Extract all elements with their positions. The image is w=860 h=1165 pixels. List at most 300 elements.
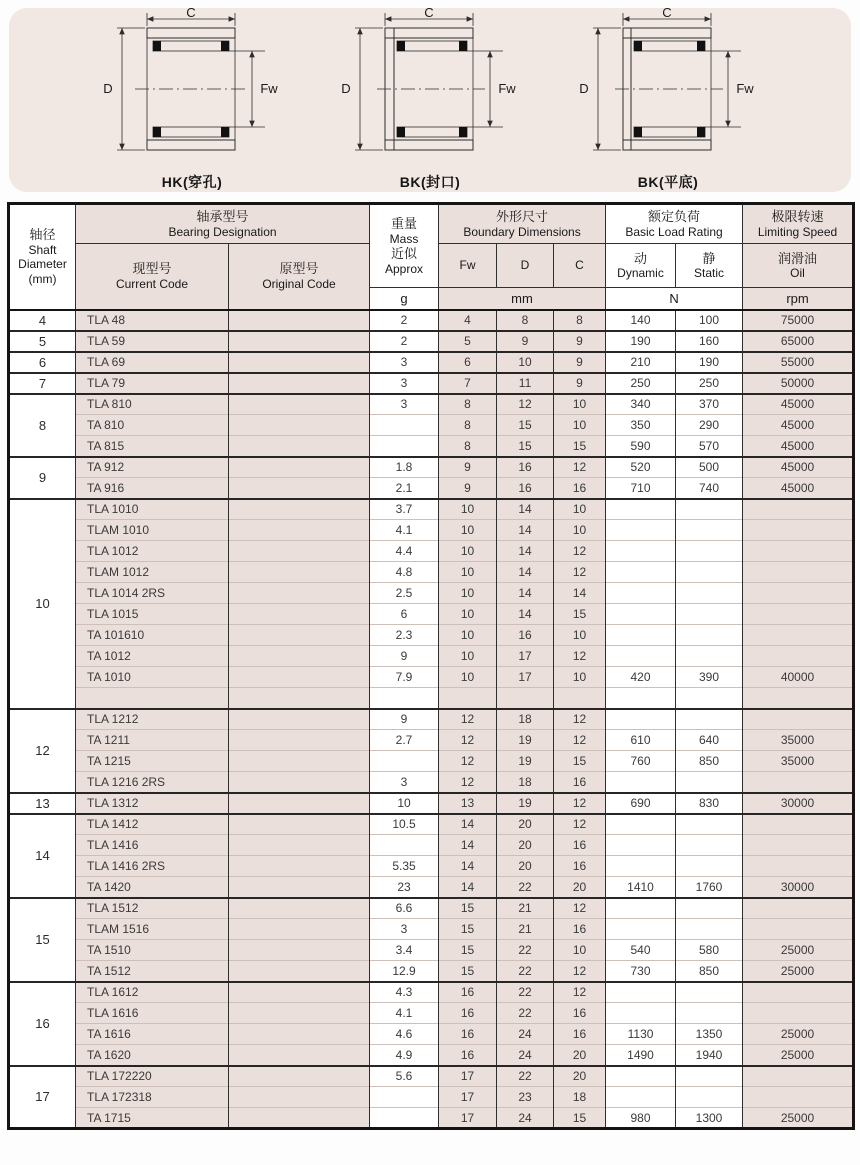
cell-code: TLA 48 <box>76 310 229 331</box>
cell-orig <box>229 604 370 625</box>
cell-speed: 25000 <box>743 1045 854 1066</box>
table-row <box>9 436 854 457</box>
cell-fw: 6 <box>439 352 497 373</box>
header-unit-mm: mm <box>439 288 606 310</box>
cell-code: TA 810 <box>76 415 229 436</box>
cell-fw: 10 <box>439 520 497 541</box>
shaft-diameter-value: 15 <box>9 898 76 982</box>
cell-code: TLA 172220 <box>76 1066 229 1087</box>
shaft-diameter-value: 7 <box>9 373 76 394</box>
cell-d: 17 <box>497 667 554 688</box>
table-row <box>9 814 854 835</box>
cell-mass <box>370 436 439 457</box>
cell-stat <box>676 856 743 877</box>
cell-fw: 15 <box>439 898 497 919</box>
cell-code: TA 1010 <box>76 667 229 688</box>
header-limiting-speed: 极限转速 Limiting Speed <box>743 204 854 244</box>
cell-fw: 14 <box>439 877 497 898</box>
cell-code: TLA 1416 <box>76 835 229 856</box>
cell-fw: 10 <box>439 583 497 604</box>
cell-mass: 5.35 <box>370 856 439 877</box>
cell-orig <box>229 751 370 772</box>
cell-dyn: 140 <box>606 310 676 331</box>
cell-stat: 1300 <box>676 1108 743 1129</box>
cell-dyn <box>606 982 676 1003</box>
header-bearing-designation: 轴承型号 Bearing Designation <box>76 204 370 244</box>
cell-stat <box>676 583 743 604</box>
cell-stat <box>676 541 743 562</box>
table-row <box>9 730 854 751</box>
cell-dyn <box>606 646 676 667</box>
cell-dyn: 350 <box>606 415 676 436</box>
cell-mass: 2.3 <box>370 625 439 646</box>
table-row <box>9 709 854 730</box>
cell-c: 16 <box>554 856 606 877</box>
cell-mass: 4.1 <box>370 520 439 541</box>
cell-orig <box>229 625 370 646</box>
cell-dyn <box>606 898 676 919</box>
cell-stat <box>676 499 743 520</box>
cell-c: 15 <box>554 751 606 772</box>
cell-stat: 500 <box>676 457 743 478</box>
cell-mass: 3 <box>370 373 439 394</box>
cell-c: 12 <box>554 982 606 1003</box>
shaft-diameter-value: 12 <box>9 709 76 793</box>
bearing-diagrams-panel <box>9 8 851 192</box>
cell-fw: 10 <box>439 541 497 562</box>
shaft-diameter-value: 5 <box>9 331 76 352</box>
cell-d: 22 <box>497 940 554 961</box>
shaft-group <box>9 814 854 898</box>
cell-c: 18 <box>554 1087 606 1108</box>
cell-d <box>497 688 554 709</box>
cell-mass: 4.9 <box>370 1045 439 1066</box>
cell-orig <box>229 688 370 709</box>
cell-orig <box>229 898 370 919</box>
cell-c: 12 <box>554 898 606 919</box>
table-row <box>9 415 854 436</box>
cell-mass: 1.8 <box>370 457 439 478</box>
cell-speed <box>743 1066 854 1087</box>
cell-d: 18 <box>497 709 554 730</box>
cell-c: 10 <box>554 520 606 541</box>
cell-stat <box>676 1003 743 1024</box>
cell-d: 22 <box>497 1066 554 1087</box>
cell-mass: 3 <box>370 919 439 940</box>
dim-label-c: C <box>424 8 434 20</box>
cell-mass: 3 <box>370 352 439 373</box>
cell-fw: 10 <box>439 667 497 688</box>
shaft-diameter-value: 17 <box>9 1066 76 1129</box>
cell-mass: 3 <box>370 394 439 415</box>
cell-d: 15 <box>497 436 554 457</box>
cell-mass: 2 <box>370 310 439 331</box>
dim-label-d: D <box>579 81 589 96</box>
cell-fw: 8 <box>439 436 497 457</box>
cell-dyn: 1130 <box>606 1024 676 1045</box>
cell-orig <box>229 478 370 499</box>
cell-mass <box>370 1108 439 1129</box>
cell-orig <box>229 373 370 394</box>
shaft-group <box>9 352 854 373</box>
cell-stat: 570 <box>676 436 743 457</box>
shaft-diameter-value: 8 <box>9 394 76 457</box>
cell-speed <box>743 625 854 646</box>
cell-stat <box>676 688 743 709</box>
table-row <box>9 625 854 646</box>
cell-orig <box>229 856 370 877</box>
cell-speed: 25000 <box>743 1024 854 1045</box>
cell-stat: 640 <box>676 730 743 751</box>
cell-speed <box>743 646 854 667</box>
cell-c: 12 <box>554 709 606 730</box>
cell-speed: 75000 <box>743 310 854 331</box>
cell-speed <box>743 541 854 562</box>
cell-c: 10 <box>554 667 606 688</box>
bk-sealed-bearing-cross-section-drawing <box>335 8 525 172</box>
cell-code: TLA 172318 <box>76 1087 229 1108</box>
cell-stat <box>676 1066 743 1087</box>
cell-d: 24 <box>497 1045 554 1066</box>
cell-d: 16 <box>497 478 554 499</box>
cell-fw: 14 <box>439 856 497 877</box>
cell-code: TLA 1616 <box>76 1003 229 1024</box>
cell-c: 16 <box>554 835 606 856</box>
header-unit-rpm: rpm <box>743 288 854 310</box>
shaft-group <box>9 709 854 793</box>
cell-d: 17 <box>497 646 554 667</box>
header-dynamic: 动 Dynamic <box>606 244 676 288</box>
cell-orig <box>229 562 370 583</box>
cell-code: TLAM 1010 <box>76 520 229 541</box>
cell-stat <box>676 625 743 646</box>
cell-speed: 30000 <box>743 877 854 898</box>
header-unit-n: N <box>606 288 743 310</box>
cell-stat <box>676 835 743 856</box>
diagram-hk <box>97 8 287 192</box>
cell-dyn <box>606 625 676 646</box>
cell-fw: 17 <box>439 1066 497 1087</box>
dim-label-fw: Fw <box>498 81 516 96</box>
cell-code: TLA 1612 <box>76 982 229 1003</box>
cell-c: 15 <box>554 436 606 457</box>
cell-code: TLA 79 <box>76 373 229 394</box>
cell-speed <box>743 919 854 940</box>
cell-orig <box>229 310 370 331</box>
cell-d: 11 <box>497 373 554 394</box>
cell-code: TLA 59 <box>76 331 229 352</box>
cell-c: 9 <box>554 373 606 394</box>
cell-speed: 35000 <box>743 751 854 772</box>
shaft-diameter-value: 10 <box>9 499 76 709</box>
cell-mass: 10.5 <box>370 814 439 835</box>
cell-c: 16 <box>554 919 606 940</box>
cell-mass <box>370 688 439 709</box>
cell-fw: 10 <box>439 499 497 520</box>
table-row <box>9 919 854 940</box>
cell-code: TLA 1412 <box>76 814 229 835</box>
cell-c: 9 <box>554 352 606 373</box>
cell-code: TA 101610 <box>76 625 229 646</box>
cell-mass: 4.1 <box>370 1003 439 1024</box>
cell-mass <box>370 835 439 856</box>
cell-mass <box>370 415 439 436</box>
cell-orig <box>229 667 370 688</box>
header-original-code: 原型号 Original Code <box>229 244 370 310</box>
cell-orig <box>229 1024 370 1045</box>
cell-dyn: 1410 <box>606 877 676 898</box>
cell-c: 12 <box>554 562 606 583</box>
cell-stat <box>676 982 743 1003</box>
shaft-diameter-value: 13 <box>9 793 76 814</box>
cell-d: 19 <box>497 793 554 814</box>
table-row <box>9 1045 854 1066</box>
table-row <box>9 562 854 583</box>
header-d: D <box>497 244 554 288</box>
cell-fw: 9 <box>439 457 497 478</box>
cell-c: 12 <box>554 814 606 835</box>
cell-fw: 16 <box>439 982 497 1003</box>
cell-mass: 7.9 <box>370 667 439 688</box>
diagram-caption-hk: HK(穿孔) <box>161 174 223 190</box>
cell-speed: 25000 <box>743 961 854 982</box>
cell-d: 18 <box>497 772 554 793</box>
cell-speed: 65000 <box>743 331 854 352</box>
cell-c: 8 <box>554 310 606 331</box>
bk-flat-bearing-cross-section-drawing <box>573 8 763 172</box>
cell-code: TLA 1416 2RS <box>76 856 229 877</box>
shaft-group <box>9 793 854 814</box>
cell-code: TA 1510 <box>76 940 229 961</box>
cell-d: 16 <box>497 625 554 646</box>
cell-dyn <box>606 1087 676 1108</box>
cell-c: 12 <box>554 961 606 982</box>
header-static: 静 Static <box>676 244 743 288</box>
cell-fw: 10 <box>439 562 497 583</box>
cell-code: TA 916 <box>76 478 229 499</box>
cell-c: 14 <box>554 583 606 604</box>
cell-c: 12 <box>554 646 606 667</box>
cell-fw: 8 <box>439 415 497 436</box>
cell-dyn: 980 <box>606 1108 676 1129</box>
cell-stat: 160 <box>676 331 743 352</box>
cell-fw: 14 <box>439 835 497 856</box>
cell-stat <box>676 709 743 730</box>
cell-c: 10 <box>554 940 606 961</box>
cell-c: 16 <box>554 1003 606 1024</box>
table-row <box>9 835 854 856</box>
table-row <box>9 478 854 499</box>
cell-speed: 50000 <box>743 373 854 394</box>
cell-c: 12 <box>554 541 606 562</box>
cell-mass: 2 <box>370 331 439 352</box>
cell-dyn <box>606 1066 676 1087</box>
dim-label-d: D <box>341 81 351 96</box>
cell-code: TA 1211 <box>76 730 229 751</box>
cell-code: TA 1620 <box>76 1045 229 1066</box>
table-row <box>9 352 854 373</box>
cell-code: TA 1512 <box>76 961 229 982</box>
diagram-caption-bk-flat: BK(平底) <box>637 174 699 190</box>
table-row <box>9 793 854 814</box>
table-row <box>9 667 854 688</box>
cell-mass: 23 <box>370 877 439 898</box>
cell-mass: 4.4 <box>370 541 439 562</box>
cell-code: TLA 1216 2RS <box>76 772 229 793</box>
cell-fw: 16 <box>439 1024 497 1045</box>
dim-label-fw: Fw <box>736 81 754 96</box>
cell-c: 12 <box>554 457 606 478</box>
cell-d: 19 <box>497 751 554 772</box>
table-row <box>9 898 854 919</box>
cell-mass: 3.7 <box>370 499 439 520</box>
cell-d: 23 <box>497 1087 554 1108</box>
cell-dyn: 690 <box>606 793 676 814</box>
cell-speed: 30000 <box>743 793 854 814</box>
cell-speed: 40000 <box>743 667 854 688</box>
cell-mass: 12.9 <box>370 961 439 982</box>
cell-d: 14 <box>497 541 554 562</box>
cell-speed: 45000 <box>743 457 854 478</box>
cell-stat <box>676 919 743 940</box>
cell-d: 19 <box>497 730 554 751</box>
cell-d: 24 <box>497 1108 554 1129</box>
cell-orig <box>229 793 370 814</box>
cell-fw: 10 <box>439 604 497 625</box>
cell-code: TLA 1015 <box>76 604 229 625</box>
cell-dyn <box>606 541 676 562</box>
header-basic-load-rating: 额定负荷 Basic Load Rating <box>606 204 743 244</box>
cell-dyn <box>606 688 676 709</box>
cell-c: 20 <box>554 1066 606 1087</box>
shaft-group <box>9 898 854 982</box>
table-row <box>9 1066 854 1087</box>
cell-stat <box>676 772 743 793</box>
cell-stat: 830 <box>676 793 743 814</box>
cell-fw: 16 <box>439 1003 497 1024</box>
table-row <box>9 1108 854 1129</box>
header-mass-approx: 重量 Mass 近似 Approx <box>370 204 439 288</box>
cell-d: 16 <box>497 457 554 478</box>
cell-fw: 7 <box>439 373 497 394</box>
diagram-bk-flat <box>573 8 763 192</box>
cell-orig <box>229 457 370 478</box>
cell-stat: 850 <box>676 961 743 982</box>
cell-fw: 13 <box>439 793 497 814</box>
cell-orig <box>229 499 370 520</box>
cell-stat: 1940 <box>676 1045 743 1066</box>
cell-orig <box>229 1066 370 1087</box>
cell-code: TA 912 <box>76 457 229 478</box>
cell-speed <box>743 709 854 730</box>
cell-speed <box>743 604 854 625</box>
cell-c: 16 <box>554 772 606 793</box>
cell-dyn: 520 <box>606 457 676 478</box>
cell-stat: 1350 <box>676 1024 743 1045</box>
cell-fw: 10 <box>439 625 497 646</box>
cell-orig <box>229 331 370 352</box>
header-c: C <box>554 244 606 288</box>
cell-fw: 4 <box>439 310 497 331</box>
cell-mass: 2.5 <box>370 583 439 604</box>
cell-stat: 190 <box>676 352 743 373</box>
cell-mass: 3 <box>370 772 439 793</box>
shaft-diameter-value: 16 <box>9 982 76 1066</box>
cell-fw: 15 <box>439 919 497 940</box>
cell-code: TA 1616 <box>76 1024 229 1045</box>
cell-d: 22 <box>497 877 554 898</box>
table-row <box>9 1003 854 1024</box>
cell-orig <box>229 919 370 940</box>
diagram-bk-sealed <box>335 8 525 192</box>
cell-fw: 16 <box>439 1045 497 1066</box>
cell-mass: 2.7 <box>370 730 439 751</box>
cell-speed <box>743 898 854 919</box>
cell-c <box>554 688 606 709</box>
cell-stat: 740 <box>676 478 743 499</box>
cell-stat: 250 <box>676 373 743 394</box>
cell-mass <box>370 751 439 772</box>
header-oil: 润滑油 Oil <box>743 244 854 288</box>
cell-c: 16 <box>554 1024 606 1045</box>
cell-mass: 6 <box>370 604 439 625</box>
cell-fw <box>439 688 497 709</box>
cell-code: TLA 1010 <box>76 499 229 520</box>
cell-code: TLA 1312 <box>76 793 229 814</box>
table-row <box>9 751 854 772</box>
cell-speed <box>743 1087 854 1108</box>
shaft-group <box>9 499 854 709</box>
cell-orig <box>229 352 370 373</box>
cell-code: TLA 1212 <box>76 709 229 730</box>
table-row <box>9 373 854 394</box>
cell-fw: 15 <box>439 940 497 961</box>
cell-speed: 45000 <box>743 394 854 415</box>
dim-label-d: D <box>103 81 113 96</box>
cell-d: 8 <box>497 310 554 331</box>
cell-d: 14 <box>497 583 554 604</box>
cell-c: 12 <box>554 793 606 814</box>
cell-orig <box>229 520 370 541</box>
table-row <box>9 499 854 520</box>
cell-d: 20 <box>497 814 554 835</box>
cell-dyn: 540 <box>606 940 676 961</box>
shaft-group <box>9 457 854 499</box>
cell-stat: 1760 <box>676 877 743 898</box>
table-row <box>9 688 854 709</box>
cell-mass <box>370 1087 439 1108</box>
cell-d: 12 <box>497 394 554 415</box>
cell-stat: 100 <box>676 310 743 331</box>
table-header <box>9 204 854 310</box>
cell-stat: 390 <box>676 667 743 688</box>
cell-c: 10 <box>554 394 606 415</box>
cell-code <box>76 688 229 709</box>
table-row <box>9 1024 854 1045</box>
cell-dyn <box>606 772 676 793</box>
cell-dyn: 610 <box>606 730 676 751</box>
cell-orig <box>229 940 370 961</box>
cell-mass: 4.6 <box>370 1024 439 1045</box>
cell-orig <box>229 1087 370 1108</box>
cell-c: 20 <box>554 877 606 898</box>
cell-fw: 12 <box>439 730 497 751</box>
cell-code: TA 1715 <box>76 1108 229 1129</box>
cell-code: TLAM 1012 <box>76 562 229 583</box>
cell-code: TA 1012 <box>76 646 229 667</box>
cell-c: 15 <box>554 604 606 625</box>
cell-orig <box>229 835 370 856</box>
